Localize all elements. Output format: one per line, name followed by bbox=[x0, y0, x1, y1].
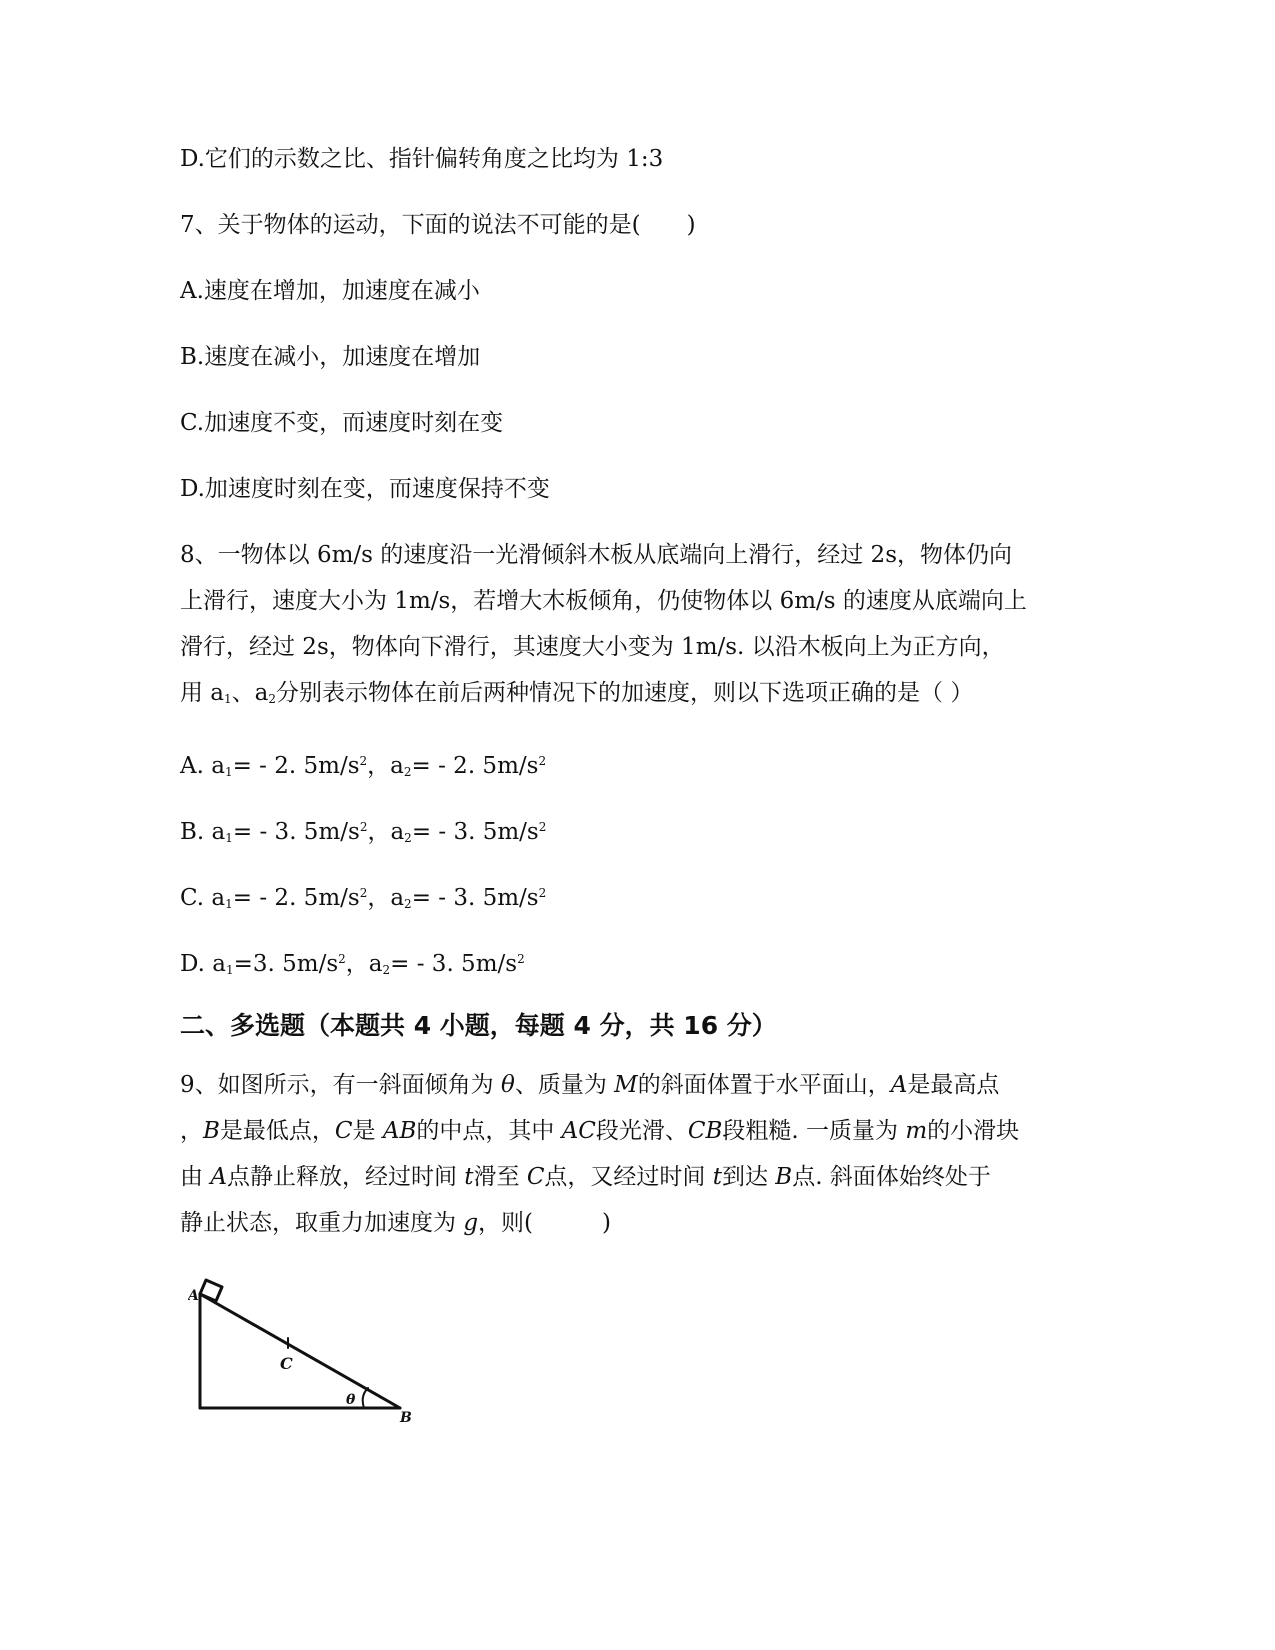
q8-opt-a-sub2: 2 bbox=[403, 765, 412, 779]
q9-stem-line1 bbox=[180, 1070, 999, 1100]
q9-l2-AC: AC bbox=[561, 1118, 596, 1144]
q9-l1-theta: θ bbox=[500, 1072, 515, 1098]
slider-block bbox=[200, 1280, 222, 1301]
q8-opt-a-v1: = - 2. 5m/s bbox=[232, 753, 360, 779]
q8-opt-d-sup2: 2 bbox=[517, 952, 525, 966]
q8-opt-b-v2: = - 3. 5m/s bbox=[411, 819, 539, 845]
q8-opt-c-sub1: 1 bbox=[225, 897, 233, 911]
label-c: C bbox=[280, 1354, 293, 1373]
q9-l3-a: 由 bbox=[180, 1164, 211, 1190]
q9-l3-t2: t bbox=[712, 1164, 722, 1190]
q8-opt-d-label: D. a bbox=[180, 951, 226, 977]
q9-l2-a: ， bbox=[180, 1118, 203, 1144]
q9-l3-e: 到达 bbox=[721, 1164, 776, 1190]
q8-opt-a-comma: ，a bbox=[367, 753, 404, 779]
incline-figure bbox=[188, 1268, 428, 1428]
q9-l1-a: 9、如图所示，有一斜面倾角为 bbox=[180, 1072, 501, 1098]
q9-l4-b: ，则( ) bbox=[478, 1210, 611, 1236]
q8-opt-a-sup1: 2 bbox=[359, 754, 368, 768]
q9-l4-a: 静止状态，取重力加速度为 bbox=[180, 1210, 464, 1236]
q8-line4-post: 分别表示物体在前后两种情况下的加速度，则以下选项正确的是（ ） bbox=[276, 680, 974, 706]
q8-opt-a-sup2: 2 bbox=[538, 754, 547, 768]
q9-l3-c: 滑至 bbox=[473, 1164, 527, 1190]
q7-option-c: C.加速度不变，而速度时刻在变 bbox=[180, 410, 504, 436]
q9-l1-d: 是最高点 bbox=[907, 1072, 1000, 1098]
q8-opt-d-v2: = - 3. 5m/s bbox=[390, 951, 518, 977]
q8-opt-c-v1: = - 2. 5m/s bbox=[232, 885, 360, 911]
q7-option-b: B.速度在减小，加速度在增加 bbox=[180, 344, 481, 370]
q9-stem-line2 bbox=[180, 1116, 1019, 1146]
q9-l3-B: B bbox=[775, 1164, 793, 1190]
q6-option-d: D.它们的示数之比、指针偏转角度之比均为 1:3 bbox=[180, 146, 664, 172]
q9-l3-t1: t bbox=[464, 1164, 474, 1190]
q9-l1-b: 、质量为 bbox=[514, 1072, 615, 1098]
q8-opt-c-sub2: 2 bbox=[404, 897, 412, 911]
q8-option-b bbox=[180, 812, 546, 853]
q9-l3-d: 点，又经过时间 bbox=[544, 1164, 713, 1190]
q8-line4-sub2: 2 bbox=[268, 692, 277, 706]
q8-stem-line1: 8、一物体以 6m/s 的速度沿一光滑倾斜木板从底端向上滑行，经过 2s，物体仍向 bbox=[180, 542, 1012, 568]
q8-opt-c-v2: = - 3. 5m/s bbox=[411, 885, 539, 911]
q9-l2-AB: AB bbox=[382, 1118, 417, 1144]
q8-line4-sub1: 1 bbox=[224, 692, 232, 706]
q8-opt-a-v2: = - 2. 5m/s bbox=[411, 753, 539, 779]
label-a: A bbox=[188, 1288, 199, 1304]
q8-stem-line4 bbox=[180, 678, 973, 714]
q9-l3-C: C bbox=[526, 1164, 545, 1190]
q8-opt-b-sup2: 2 bbox=[538, 820, 547, 834]
q9-l2-g: 的小滑块 bbox=[927, 1118, 1020, 1144]
q8-opt-b-sub2: 2 bbox=[404, 831, 412, 845]
q8-option-a bbox=[180, 746, 546, 787]
q9-l2-m: m bbox=[905, 1118, 928, 1144]
q9-l4-g: g bbox=[463, 1210, 479, 1236]
q7-option-a: A.速度在增加，加速度在减小 bbox=[180, 278, 480, 304]
q8-opt-c-sup1: 2 bbox=[359, 886, 368, 900]
q8-opt-d-sup1: 2 bbox=[338, 952, 346, 966]
q8-opt-a-sub1: 1 bbox=[224, 765, 233, 779]
label-theta: θ bbox=[346, 1392, 356, 1408]
q9-l2-f: 段粗糙. 一质量为 bbox=[722, 1118, 906, 1144]
q9-l3-f: 点. 斜面体始终处于 bbox=[792, 1164, 991, 1190]
q9-l3-b: 点静止释放，经过时间 bbox=[226, 1164, 465, 1190]
q8-opt-c-sup2: 2 bbox=[538, 886, 547, 900]
q9-l2-B: B bbox=[203, 1118, 220, 1144]
q8-opt-b-comma: ，a bbox=[367, 819, 405, 845]
q8-stem-line3: 滑行，经过 2s，物体向下滑行，其速度大小变为 1m/s. 以沿木板向上为正方向， bbox=[180, 634, 1005, 660]
q8-option-d bbox=[180, 944, 525, 985]
q9-l1-M: M bbox=[614, 1072, 638, 1098]
q8-opt-b-v1: = - 3. 5m/s bbox=[232, 819, 360, 845]
incline-slope bbox=[200, 1294, 400, 1408]
q9-l1-c: 的斜面体置于水平面山， bbox=[637, 1072, 891, 1098]
q9-l2-c: 是 bbox=[352, 1118, 383, 1144]
q8-line4-mid: 、a bbox=[231, 680, 269, 706]
q9-l2-C: C bbox=[334, 1118, 353, 1144]
q8-opt-c-comma: ，a bbox=[367, 885, 405, 911]
q8-opt-d-sub1: 1 bbox=[225, 963, 234, 977]
q8-stem-line2: 上滑行，速度大小为 1m/s，若增大木板倾角，仍使物体以 6m/s 的速度从底端向上 bbox=[180, 588, 1027, 614]
q7-option-d: D.加速度时刻在变，而速度保持不变 bbox=[180, 476, 550, 502]
q9-l2-d: 的中点，其中 bbox=[416, 1118, 562, 1144]
label-b: B bbox=[400, 1410, 412, 1426]
q8-opt-c-label: C. a bbox=[180, 885, 226, 911]
q8-opt-d-v1: =3. 5m/s bbox=[233, 951, 339, 977]
q9-l2-e: 段光滑、 bbox=[595, 1118, 688, 1144]
q8-opt-b-sup1: 2 bbox=[359, 820, 368, 834]
q8-opt-b-label: B. a bbox=[180, 819, 226, 845]
q8-option-c bbox=[180, 878, 546, 919]
q9-stem-line4 bbox=[180, 1208, 611, 1238]
q8-opt-d-comma: ，a bbox=[345, 951, 383, 977]
section-2-heading: 二、多选题（本题共 4 小题，每题 4 分，共 16 分） bbox=[180, 1011, 777, 1040]
q9-l3-A: A bbox=[210, 1164, 227, 1190]
q9-l2-b: 是最低点， bbox=[219, 1118, 335, 1144]
q9-l2-CB: CB bbox=[687, 1118, 723, 1144]
q8-opt-b-sub1: 1 bbox=[225, 831, 233, 845]
q8-opt-d-sub2: 2 bbox=[382, 963, 391, 977]
q7-stem: 7、关于物体的运动，下面的说法不可能的是( ) bbox=[180, 212, 696, 238]
q8-opt-a-label: A. a bbox=[180, 753, 225, 779]
q9-stem-line3 bbox=[180, 1162, 991, 1192]
q8-line4-pre: 用 a bbox=[180, 680, 225, 706]
q9-l1-A: A bbox=[890, 1072, 908, 1098]
